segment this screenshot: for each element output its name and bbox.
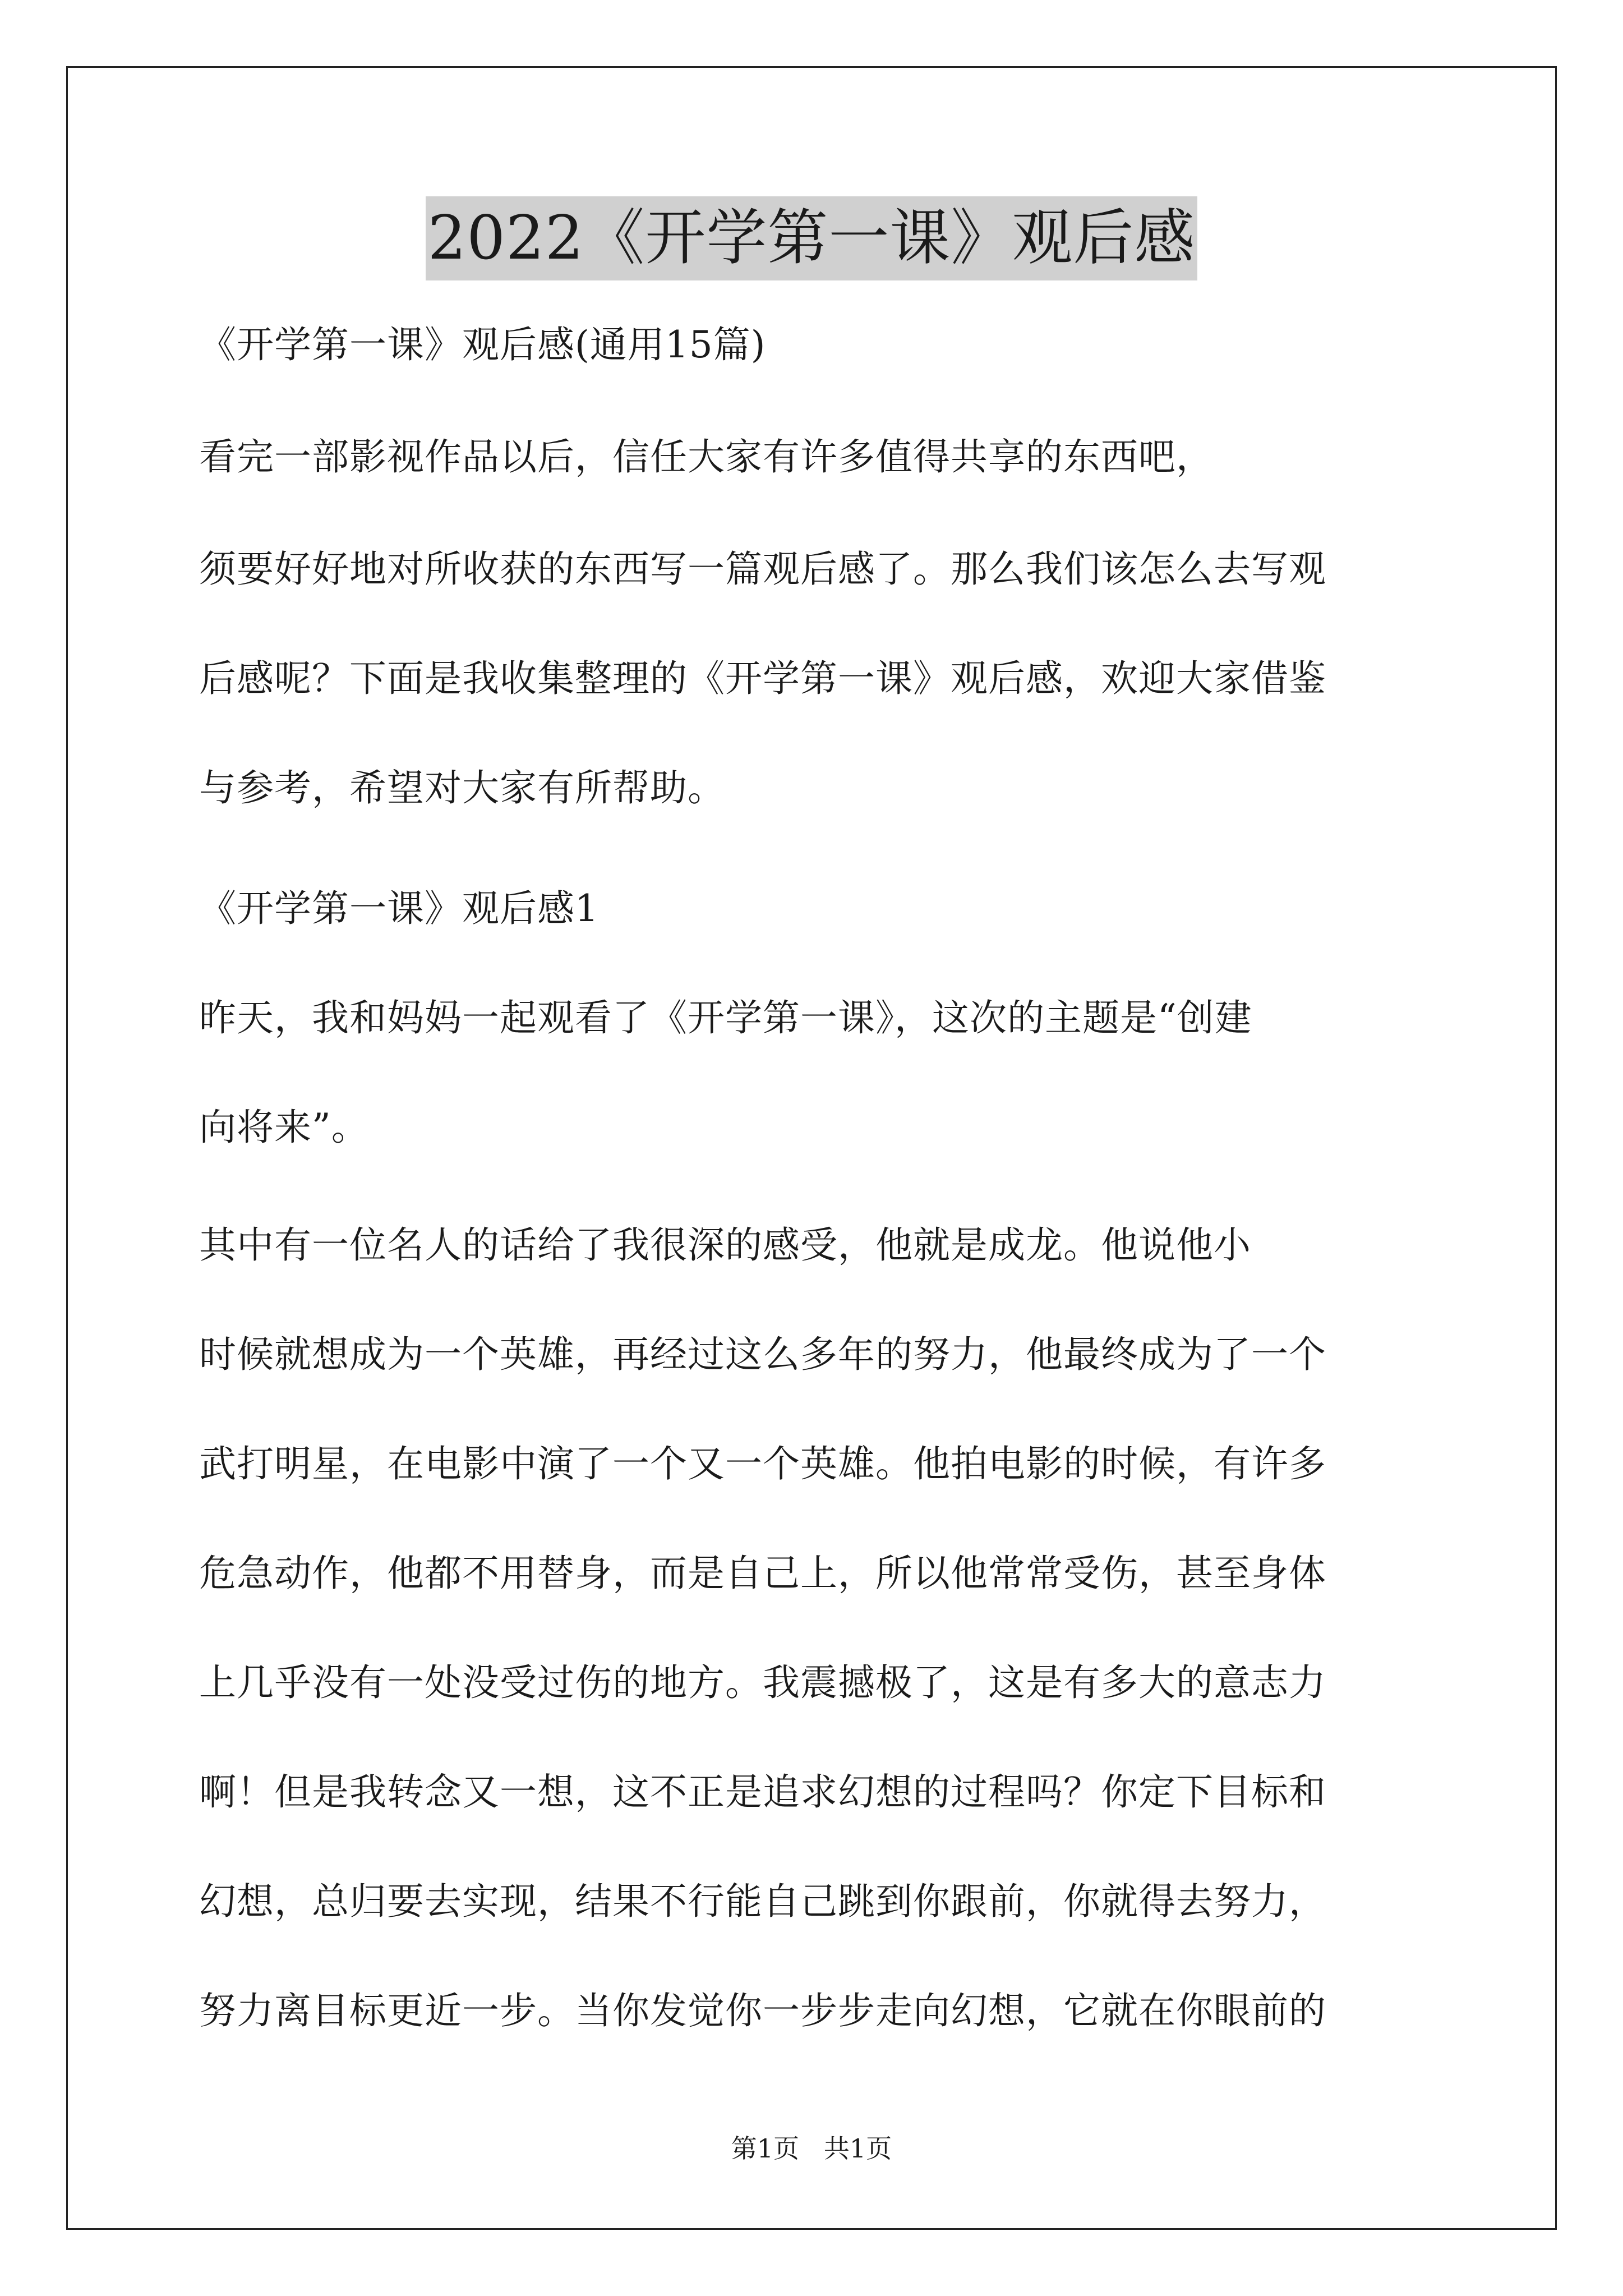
title-block (0, 196, 1623, 280)
paragraph1-line-1: 昨天，我和妈妈一起观看了《开学第一课》，这次的主题是“创建 (199, 996, 1252, 1039)
paragraph2-line-4: 危急动作，他都不用替身，而是自己上，所以他常常受伤，甚至身体 (199, 1552, 1326, 1595)
paragraph2-line-5: 上几乎没有一处没受过伤的地方。我震撼极了，这是有多大的意志力 (199, 1661, 1326, 1704)
paragraph2-line-6: 啊！但是我转念又一想，这不正是追求幻想的过程吗？你定下目标和 (199, 1770, 1326, 1814)
paragraph1-line-2: 向将来”。 (199, 1106, 369, 1149)
intro-line-2: 须要好好地对所收获的东西写一篇观后感了。那么我们该怎么去写观 (199, 547, 1326, 591)
document-title: 2022《开学第一课》观后感 (426, 196, 1198, 280)
paragraph2-line-7: 幻想，总归要去实现，结果不行能自己跳到你跟前，你就得去努力， (199, 1880, 1326, 1923)
document-subtitle: 《开学第一课》观后感(通用15篇) (199, 323, 766, 366)
paragraph2-line-8: 努力离目标更近一步。当你发觉你一步步走向幻想，它就在你眼前的 (199, 1989, 1326, 2032)
section-heading: 《开学第一课》观后感1 (199, 887, 599, 930)
intro-line-3: 后感呢？下面是我收集整理的《开学第一课》观后感，欢迎大家借鉴 (199, 657, 1326, 700)
page-number-footer: 第1页 共1页 (731, 2133, 892, 2164)
paragraph2-line-2: 时候就想成为一个英雄，再经过这么多年的努力，他最终成为了一个 (199, 1333, 1326, 1376)
intro-line-4: 与参考，希望对大家有所帮助。 (199, 766, 725, 809)
paragraph2-line-1: 其中有一位名人的话给了我很深的感受，他就是成龙。他说他小 (199, 1223, 1251, 1267)
paragraph2-line-3: 武打明星，在电影中演了一个又一个英雄。他拍电影的时候，有许多 (199, 1442, 1326, 1485)
intro-line-1: 看完一部影视作品以后，信任大家有许多值得共享的东西吧， (199, 435, 1214, 478)
